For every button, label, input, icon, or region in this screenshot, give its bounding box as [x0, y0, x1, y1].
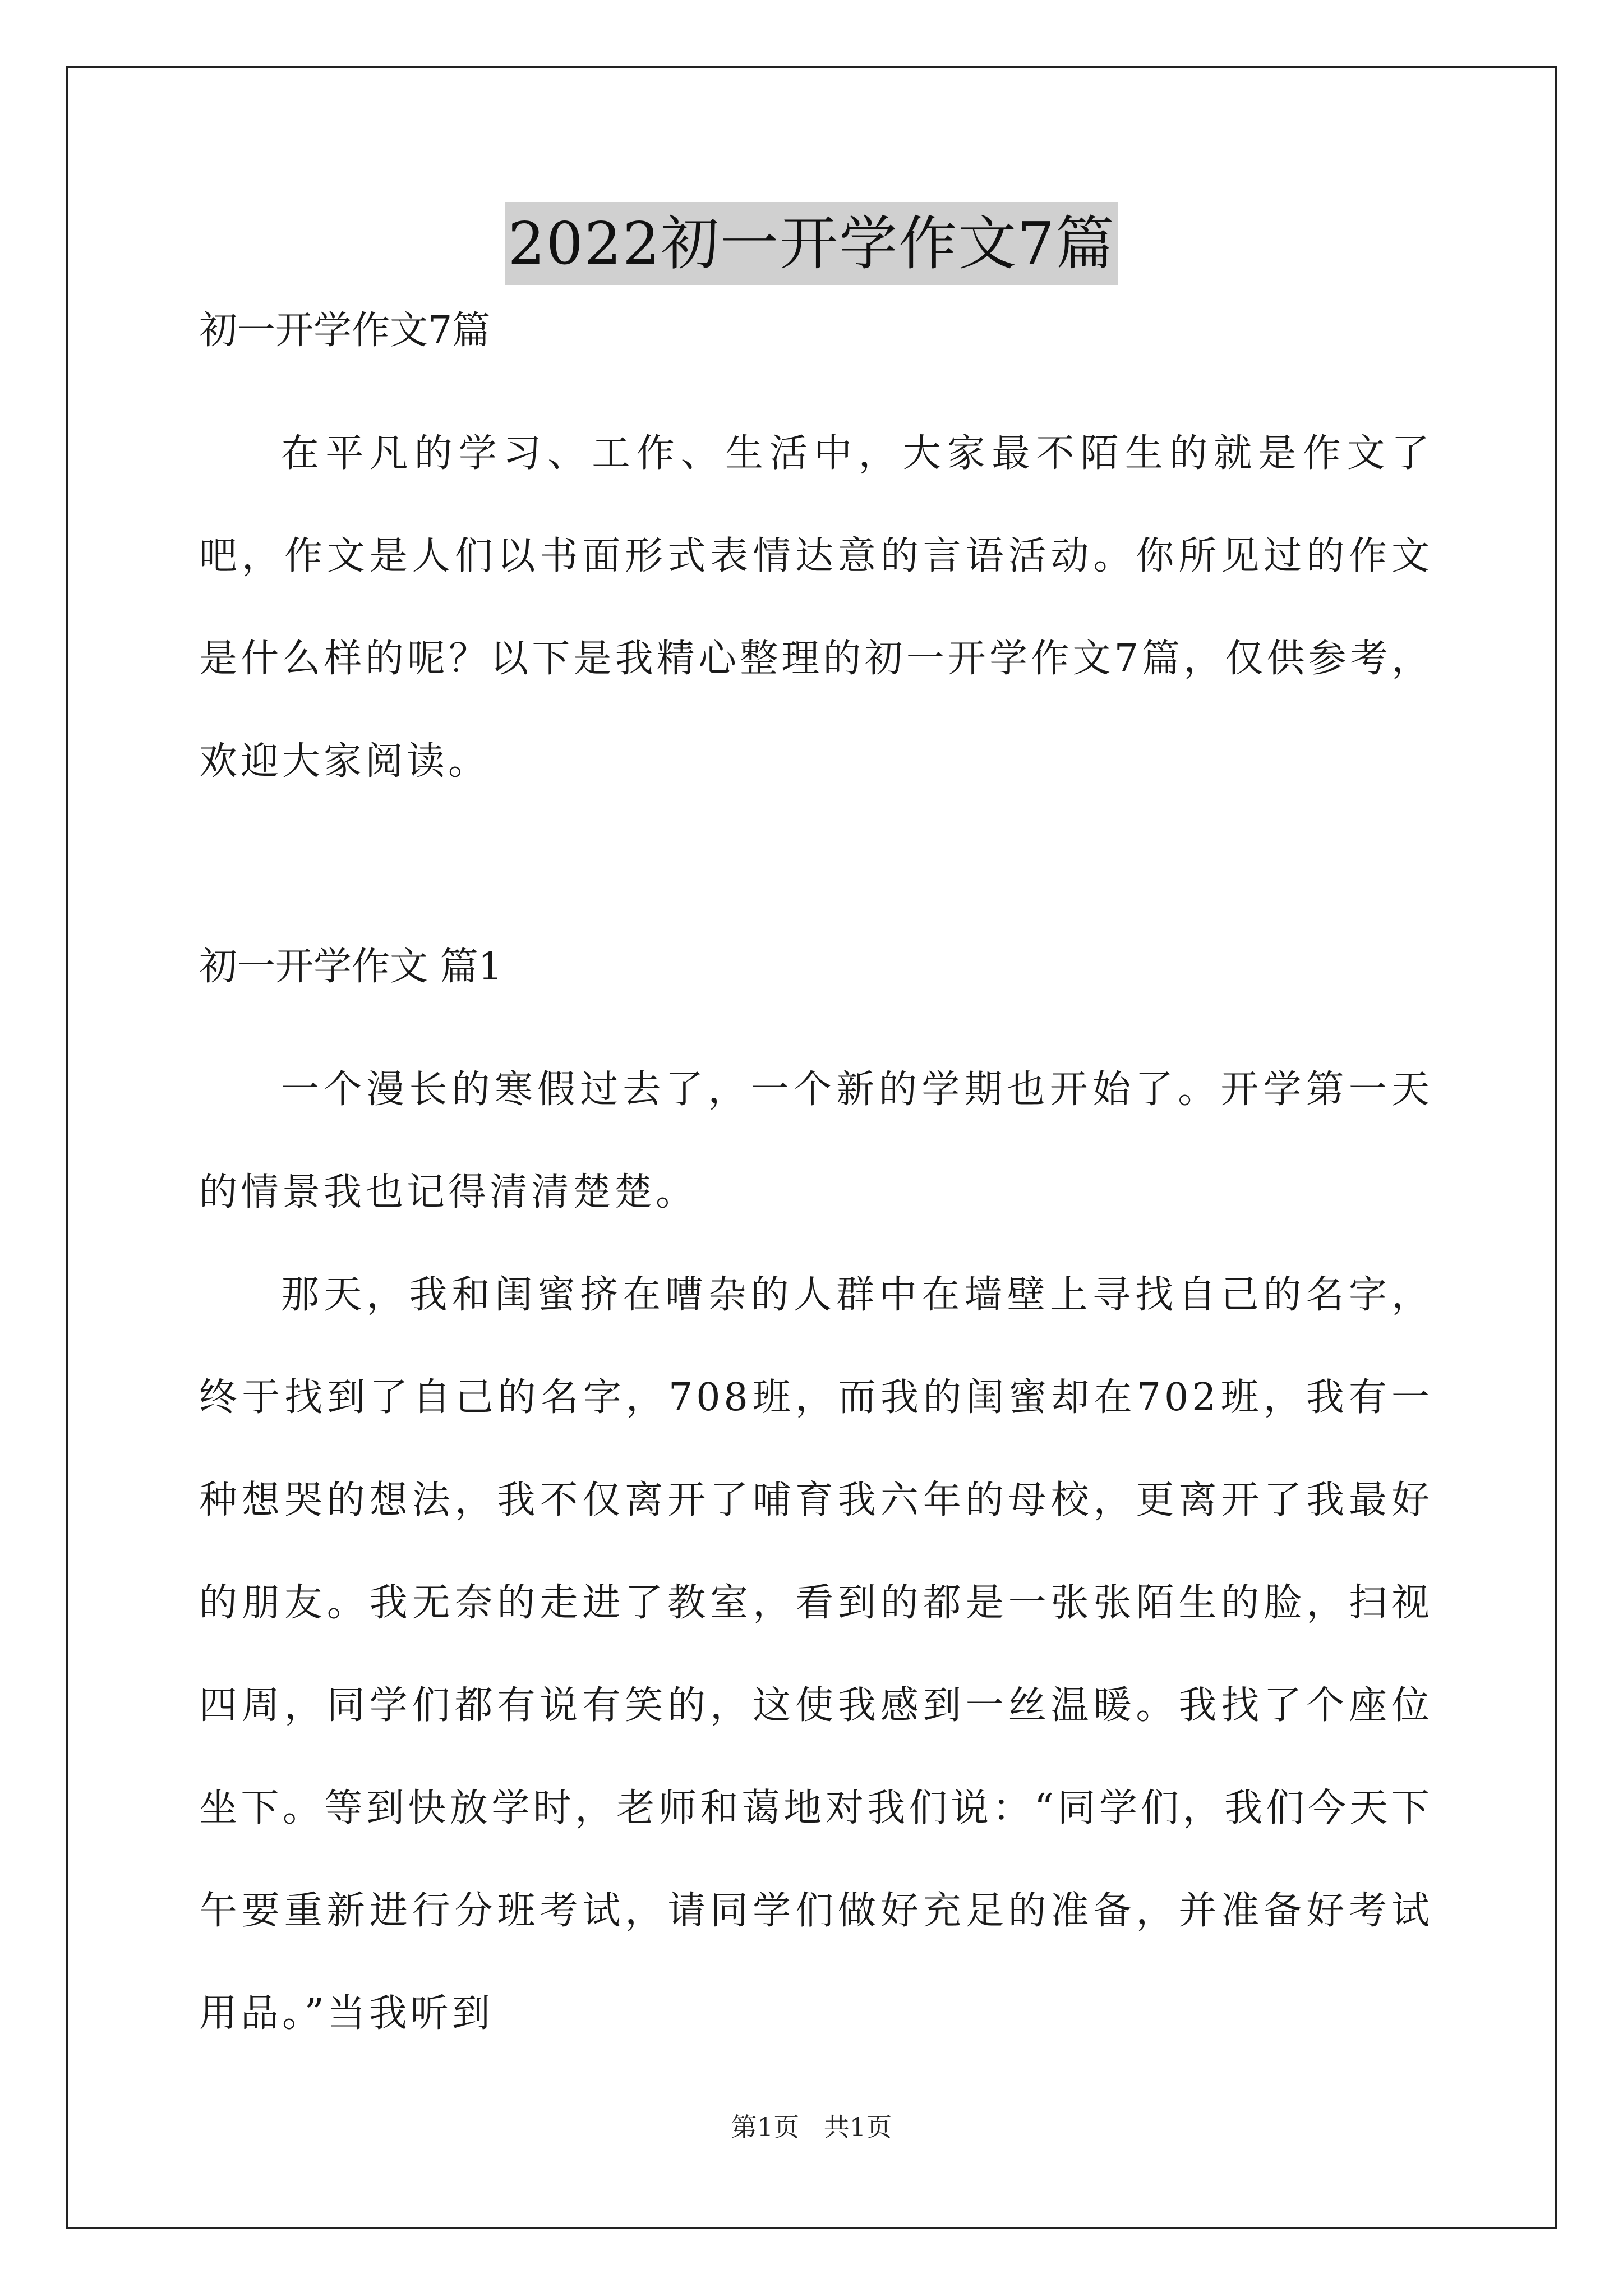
body-paragraph: 一个漫长的寒假过去了，一个新的学期也开始了。开学第一天的情景我也记得清清楚楚。	[199, 1068, 1433, 1214]
intro-paragraph: 在平凡的学习、工作、生活中，大家最不陌生的就是作文了吧，作文是人们以书面形式表情达意的言语活动。你所见过的作文是什么样的呢？以下是我精心整理的初一开学作文7篇，仅供参考，欢迎大家阅读。	[199, 431, 1433, 784]
subtitle: 初一开学作文7篇	[199, 309, 491, 353]
page-footer: 第1页 共1页	[731, 2112, 892, 2142]
title-container	[0, 202, 1623, 285]
document-body	[199, 306, 1433, 2065]
section-heading: 初一开学作文 篇1	[199, 945, 502, 989]
document-title: 2022初一开学作文7篇	[505, 202, 1119, 285]
body-paragraph: 那天，我和闺蜜挤在嘈杂的人群中在墙壁上寻找自己的名字，终于找到了自己的名字，708班，而我的闺蜜却在702班，我有一种想哭的想法，我不仅离开了哺育我六年的母校，更离开了我最好的朋友。我无奈的走进了教室，看到的都是一张张陌生的脸，扫视四周，同学们都有说有笑的，这使我感到一丝温暖。我找了个座位坐下。等到快放学时，老师和蔼地对我们说：“同学们，我们今天下午要重新进行分班考试，请同学们做好充足的准备，并准备好考试用品。”当我听到	[199, 1273, 1433, 2036]
